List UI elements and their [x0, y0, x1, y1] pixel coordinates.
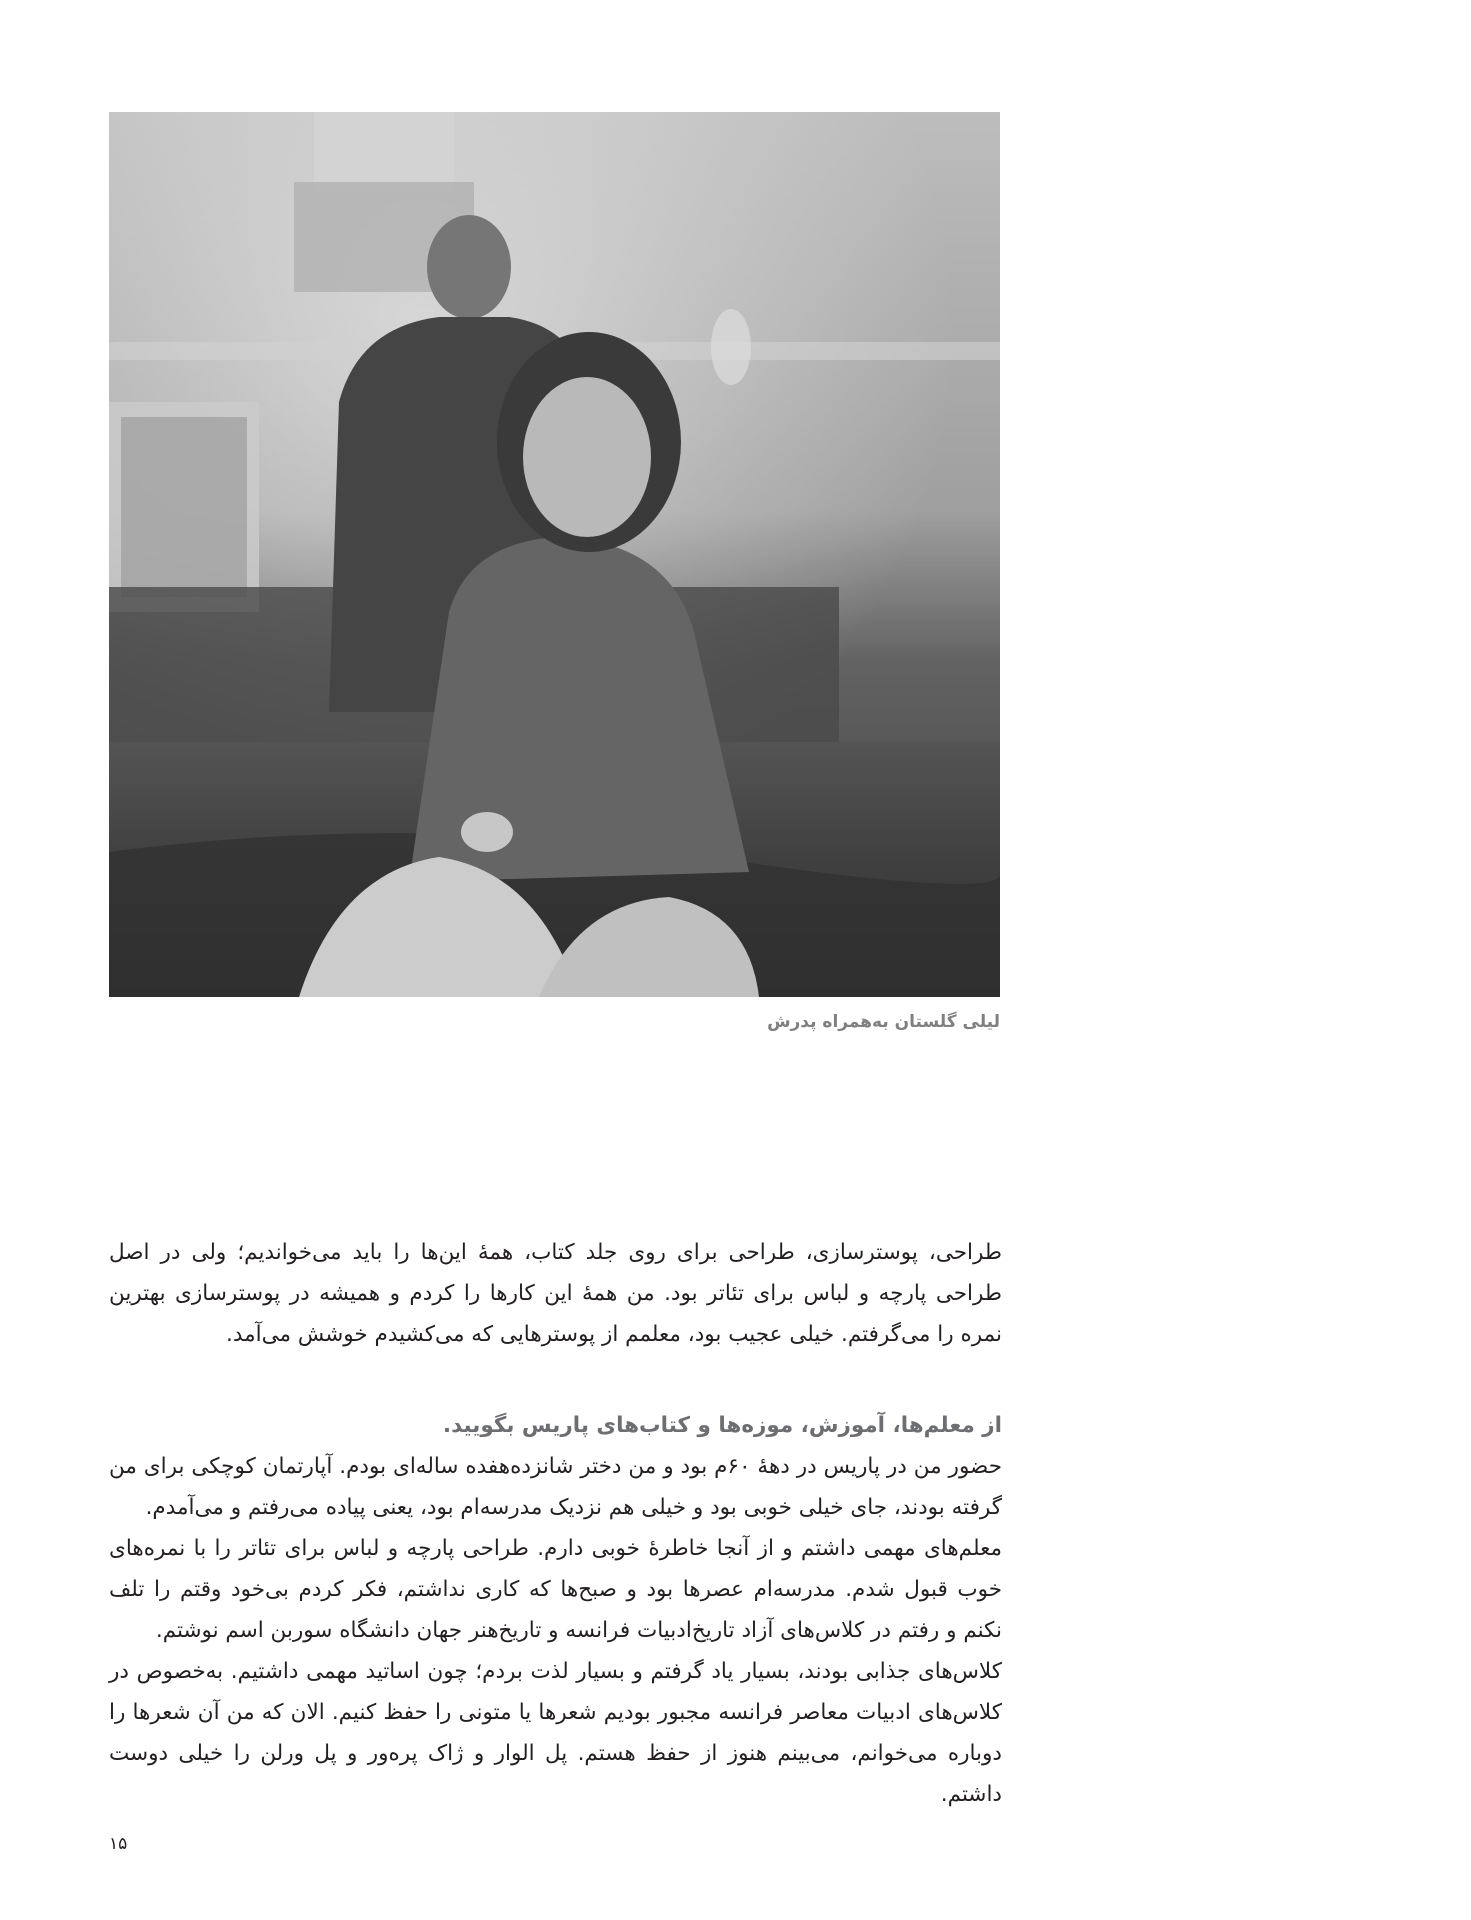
page-number: ۱۵: [109, 1834, 128, 1854]
paragraph-answer-1: حضور من در پاریس در دههٔ ۶۰م بود و من دختر شانزده‌هفده ساله‌ای بودم. آپارتمان کوچکی برای من گرفته بودند، جای خیلی خوبی بود و خیلی هم نزدیک مدرسه‌ام بود، یعنی پیاده می‌رفتم و می‌آمدم.: [109, 1454, 1002, 1520]
paragraph-intro: طراحی، پوسترسازی، طراحی برای روی جلد کتاب، همهٔ این‌ها را باید می‌خواندیم؛ ولی در اصل طراحی پارچه و لباس برای تئاتر بود. من همهٔ این کارها را کردم و همیشه در پوسترسازی بهترین نمره را می‌گرفتم. خیلی عجیب بود، معلمم از پوسترهایی که می‌کشیدم خوشش می‌آمد.: [109, 1240, 1002, 1347]
interview-question: از معلم‌ها، آموزش، موزه‌ها و کتاب‌های پاریس بگویید.: [442, 1413, 1002, 1438]
paragraph-answer-2: معلم‌های مهمی داشتم و از آنجا خاطرهٔ خوبی دارم. طراحی پارچه و لباس برای تئاتر را با نمره‌های خوب قبول شدم. مدرسه‌ام عصرها بود و صبح‌ها که کاری نداشتم، فکر کردم بی‌خود وقتم را تلف نکنم و رفتم در کلاس‌های آزاد تاریخ‌ادبیات فرانسه و تاریخ‌هنر جهان دانشگاه سوربن اسم نوشتم.: [109, 1536, 1002, 1643]
photograph-icon: [109, 112, 1000, 997]
paragraph-spacer: [109, 1355, 1002, 1405]
article-body: [109, 1232, 1002, 1815]
photo-caption: لیلی گلستان به‌همراه پدرش: [767, 1012, 1000, 1032]
photo-father-daughter: [109, 112, 1000, 997]
paragraph-answer-3: کلاس‌های جذابی بودند، بسیار یاد گرفتم و بسیار لذت بردم؛ چون اساتید مهمی داشتیم. به‌خصوص در کلاس‌های ادبیات معاصر فرانسه مجبور بودیم شعرها یا متونی را حفظ کنیم. الان که من آن شعرها را دوباره می‌خوانم، می‌بینم هنوز از حفظ هستم. پل الوار و ژاک پره‌ور و پل ورلن را خیلی دوست داشتم.: [109, 1659, 1002, 1807]
